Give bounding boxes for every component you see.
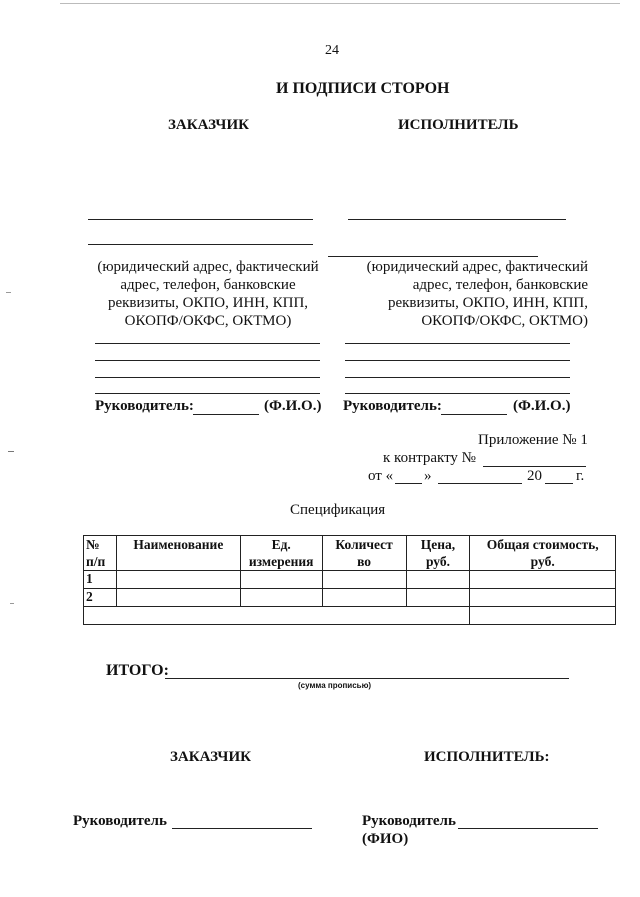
- contractor-blank-line: [345, 343, 570, 344]
- header-cell-quantity: [322, 536, 406, 571]
- header-text: №: [86, 537, 100, 552]
- table-cell: [322, 571, 406, 589]
- contractor-name-line-2: [328, 256, 538, 257]
- header-cell-name: [116, 536, 240, 571]
- bottom-customer-head-label: Руководитель: [73, 813, 167, 829]
- header-text: руб.: [425, 554, 450, 569]
- header-text: Цена,: [420, 537, 456, 552]
- appendix-date-quote: »: [424, 468, 432, 484]
- spec-title: Спецификация: [290, 502, 386, 518]
- scan-edge-line: [60, 3, 620, 4]
- bottom-contractor-label: ИСПОЛНИТЕЛЬ:: [424, 749, 550, 765]
- table-cell: [470, 589, 616, 607]
- header-text: Наименование: [133, 537, 224, 552]
- section-heading: И ПОДПИСИ СТОРОН: [276, 80, 450, 97]
- table-cell: [116, 589, 240, 607]
- total-label: ИТОГО:: [106, 662, 169, 679]
- customer-blank-line: [95, 393, 320, 394]
- bottom-contractor-fio: (ФИО): [362, 831, 409, 847]
- customer-blank-line: [95, 343, 320, 344]
- page-number: 24: [325, 43, 339, 58]
- table-cell: [240, 571, 322, 589]
- customer-blank-line: [95, 377, 320, 378]
- contractor-name-line: [348, 219, 566, 220]
- header-text: Ед.: [271, 537, 291, 552]
- date-year-line: [545, 483, 573, 484]
- customer-head-label: Руководитель:: [95, 398, 194, 414]
- row-number: 2: [84, 589, 117, 607]
- requisites-line: адрес, телефон, банковские: [120, 277, 296, 293]
- requisites-line: (юридический адрес, фактический: [366, 259, 588, 275]
- customer-name-line: [88, 219, 313, 220]
- scan-mark: [8, 451, 14, 452]
- requisites-line: ОКОПФ/ОКФС, ОКТМО): [421, 313, 588, 329]
- requisites-line: реквизиты, ОКПО, ИНН, КПП,: [107, 295, 309, 311]
- date-day-line: [395, 483, 422, 484]
- header-text: п/п: [86, 554, 106, 569]
- table-total-row: [84, 607, 616, 625]
- table-cell: [240, 589, 322, 607]
- requisites-line: реквизиты, ОКПО, ИНН, КПП,: [387, 295, 588, 311]
- header-text: во: [357, 554, 372, 569]
- header-cell-total: [470, 536, 616, 571]
- row-number: 1: [84, 571, 117, 589]
- bottom-contractor-head-label: Руководитель: [362, 813, 456, 829]
- customer-blank-line: [95, 360, 320, 361]
- requisites-line: (юридический адрес, фактический: [97, 259, 319, 275]
- appendix-date-g: г.: [576, 468, 585, 484]
- contractor-head-fio: (Ф.И.О.): [513, 398, 571, 414]
- bottom-customer-label: ЗАКАЗЧИК: [170, 749, 251, 765]
- appendix-date-year: 20: [527, 468, 542, 484]
- header-cell-number: [84, 536, 117, 571]
- table-header-row: [84, 536, 616, 571]
- bottom-contractor-sign-line: [458, 828, 598, 829]
- total-line: [165, 678, 569, 679]
- table-cell: [470, 571, 616, 589]
- table-cell: [84, 607, 470, 625]
- header-cell-unit: [240, 536, 322, 571]
- contractor-requisites-note: [340, 258, 588, 330]
- table-cell: [406, 571, 470, 589]
- header-text: измерения: [248, 554, 314, 569]
- total-caption: (сумма прописью): [298, 681, 372, 690]
- appendix-date-from: от «: [368, 468, 394, 484]
- contract-number-line: [483, 466, 586, 467]
- table-cell: [322, 589, 406, 607]
- table-cell: [470, 607, 616, 625]
- contractor-blank-line: [345, 360, 570, 361]
- appendix-title: Приложение № 1: [478, 432, 588, 448]
- table-row: [84, 589, 616, 607]
- scan-mark: [10, 603, 14, 604]
- spec-table: [83, 535, 616, 625]
- date-month-line: [438, 483, 522, 484]
- contractor-head-label: Руководитель:: [343, 398, 442, 414]
- scan-mark: [6, 292, 11, 293]
- table-cell: [116, 571, 240, 589]
- table-row: [84, 571, 616, 589]
- header-text: Общая стоимость,: [486, 537, 599, 552]
- table-cell: [406, 589, 470, 607]
- bottom-customer-sign-line: [172, 828, 312, 829]
- contractor-label: ИСПОЛНИТЕЛЬ: [398, 117, 519, 133]
- appendix-contract-label: к контракту №: [383, 450, 476, 466]
- header-text: Количест: [335, 537, 393, 552]
- customer-label: ЗАКАЗЧИК: [168, 117, 249, 133]
- header-text: руб.: [530, 554, 555, 569]
- customer-name-line-2: [88, 244, 313, 245]
- contractor-head-sign-line: [441, 414, 507, 415]
- requisites-line: адрес, телефон, банковские: [412, 277, 588, 293]
- requisites-line: ОКОПФ/ОКФС, ОКТМО): [124, 313, 292, 329]
- customer-head-fio: (Ф.И.О.): [264, 398, 322, 414]
- header-cell-price: [406, 536, 470, 571]
- customer-head-sign-line: [193, 414, 259, 415]
- contractor-blank-line: [345, 377, 570, 378]
- contractor-blank-line: [345, 393, 570, 394]
- customer-requisites-note: [88, 258, 328, 330]
